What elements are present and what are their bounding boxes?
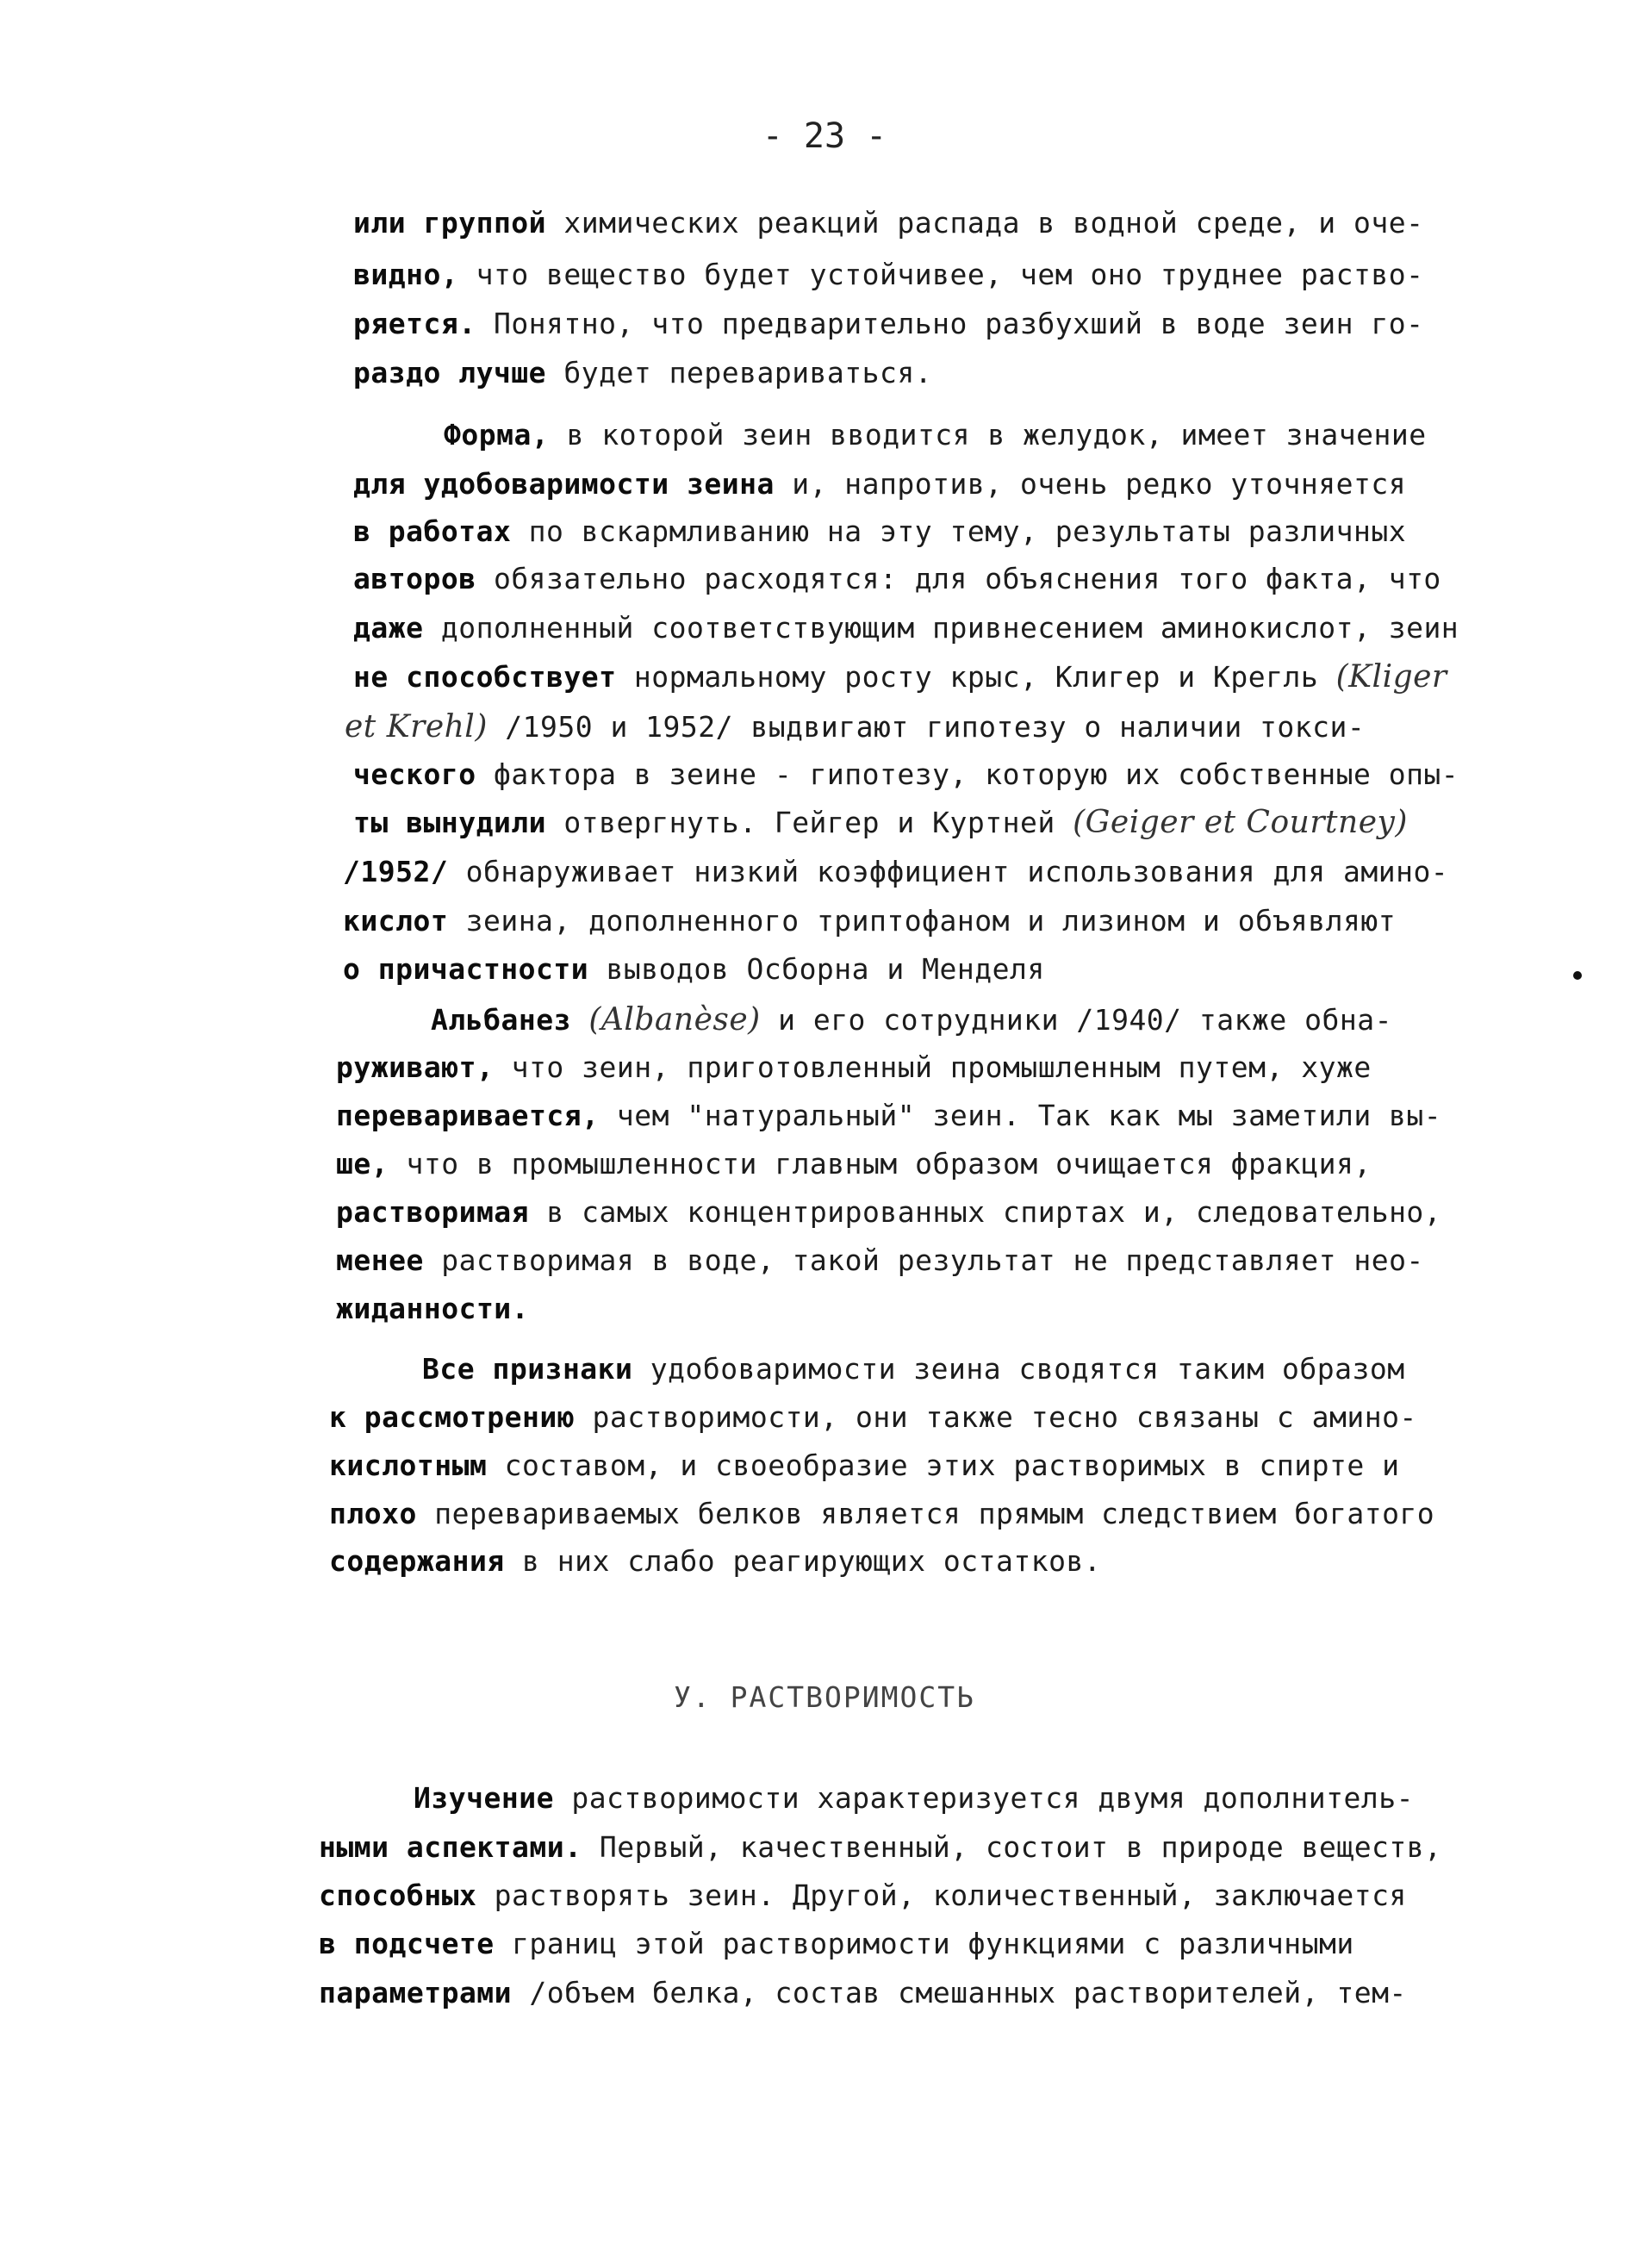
text-line: ше, что в промышленности главным образом очищается фракция, bbox=[336, 1147, 1372, 1181]
text-line: Изучение растворимости характеризуется двумя дополнитель- bbox=[414, 1781, 1414, 1815]
text-line: Альбанез (Albanèse) и его сотрудники /1940/ также обна- bbox=[431, 1002, 1392, 1037]
text-line: о причастности выводов Осборна и Менделя bbox=[343, 952, 1045, 986]
text-line: к рассмотрению растворимости, они также тесно связаны с амино- bbox=[329, 1400, 1417, 1434]
text-line: авторов обязательно расходятся: для объяснения того факта, что bbox=[353, 562, 1441, 595]
text-line: et Krehl) /1950 и 1952/ выдвигают гипотезу о наличии токси- bbox=[345, 709, 1366, 745]
text-line: даже дополненный соответствующим привнесением аминокислот, зеин bbox=[353, 611, 1459, 645]
text-line: в подсчете границ этой растворимости функциями с различными bbox=[319, 1927, 1354, 1960]
text-line: Все признаки удобоваримости зеина сводятся таким образом bbox=[422, 1352, 1405, 1386]
text-line: раздо лучше будет перевариваться. bbox=[353, 356, 933, 389]
text-line: ряется. Понятно, что предварительно разбухший в воде зеин го- bbox=[353, 307, 1424, 340]
handwritten-annotation: (Albanèse) bbox=[588, 1002, 761, 1037]
text-line: в работах по вскармливанию на эту тему, результаты различных bbox=[353, 514, 1407, 548]
text-line: Форма, в которой зеин вводится в желудок, имеет значение bbox=[444, 418, 1427, 452]
text-line: не способствует нормальному росту крыс, Клигер и Крегль (Kliger bbox=[353, 659, 1447, 695]
text-line: плохо перевариваемых белков является прямым следствием богатого bbox=[329, 1497, 1435, 1530]
text-line: /1952/ обнаруживает низкий коэффициент использования для амино- bbox=[343, 855, 1449, 888]
text-line: ты вынудили отвергнуть. Гейгер и Куртней (Geiger et Courtney) bbox=[353, 805, 1408, 840]
text-line: для удобоваримости зеина и, напротив, очень редко уточняется bbox=[353, 467, 1407, 501]
text-line: способных растворять зеин. Другой, количественный, заключается bbox=[319, 1879, 1407, 1912]
text-line: или группой химических реакций распада в водной среде, и оче- bbox=[353, 206, 1424, 240]
page-number: - 23 - bbox=[762, 116, 887, 156]
text-line: жиданности. bbox=[336, 1292, 530, 1325]
text-line: параметрами /объем белка, состав смешанных растворителей, тем- bbox=[319, 1976, 1407, 2009]
section-heading: У. РАСТВОРИМОСТЬ bbox=[674, 1680, 975, 1714]
text-line: руживают, что зеин, приготовленный промышленным путем, хуже bbox=[336, 1050, 1372, 1084]
handwritten-annotation: et Krehl) bbox=[345, 709, 488, 745]
handwritten-annotation: (Kliger bbox=[1335, 659, 1447, 695]
text-line: растворимая в самых концентрированных спиртах и, следовательно, bbox=[336, 1195, 1442, 1229]
text-line: кислот зеина, дополненного триптофаном и лизином и объявляют bbox=[343, 904, 1397, 938]
text-line: менее растворимая в воде, такой результат не представляет нео- bbox=[336, 1243, 1424, 1277]
handwritten-annotation: (Geiger et Courtney) bbox=[1073, 805, 1408, 840]
text-line: ными аспектами. Первый, качественный, состоит в природе веществ, bbox=[319, 1830, 1442, 1864]
text-line: видно, что вещество будет устойчивее, чем оно труднее раство- bbox=[353, 258, 1424, 291]
text-line: переваривается, чем "натуральный" зеин. Так как мы заметили вы- bbox=[336, 1099, 1442, 1132]
ink-dot bbox=[1573, 971, 1582, 980]
text-line: содержания в них слабо реагирующих остатков. bbox=[329, 1544, 1102, 1578]
text-line: ческого фактора в зеине - гипотезу, которую их собственные опы- bbox=[353, 757, 1459, 791]
text-line: кислотным составом, и своеобразие этих растворимых в спирте и bbox=[329, 1449, 1400, 1482]
